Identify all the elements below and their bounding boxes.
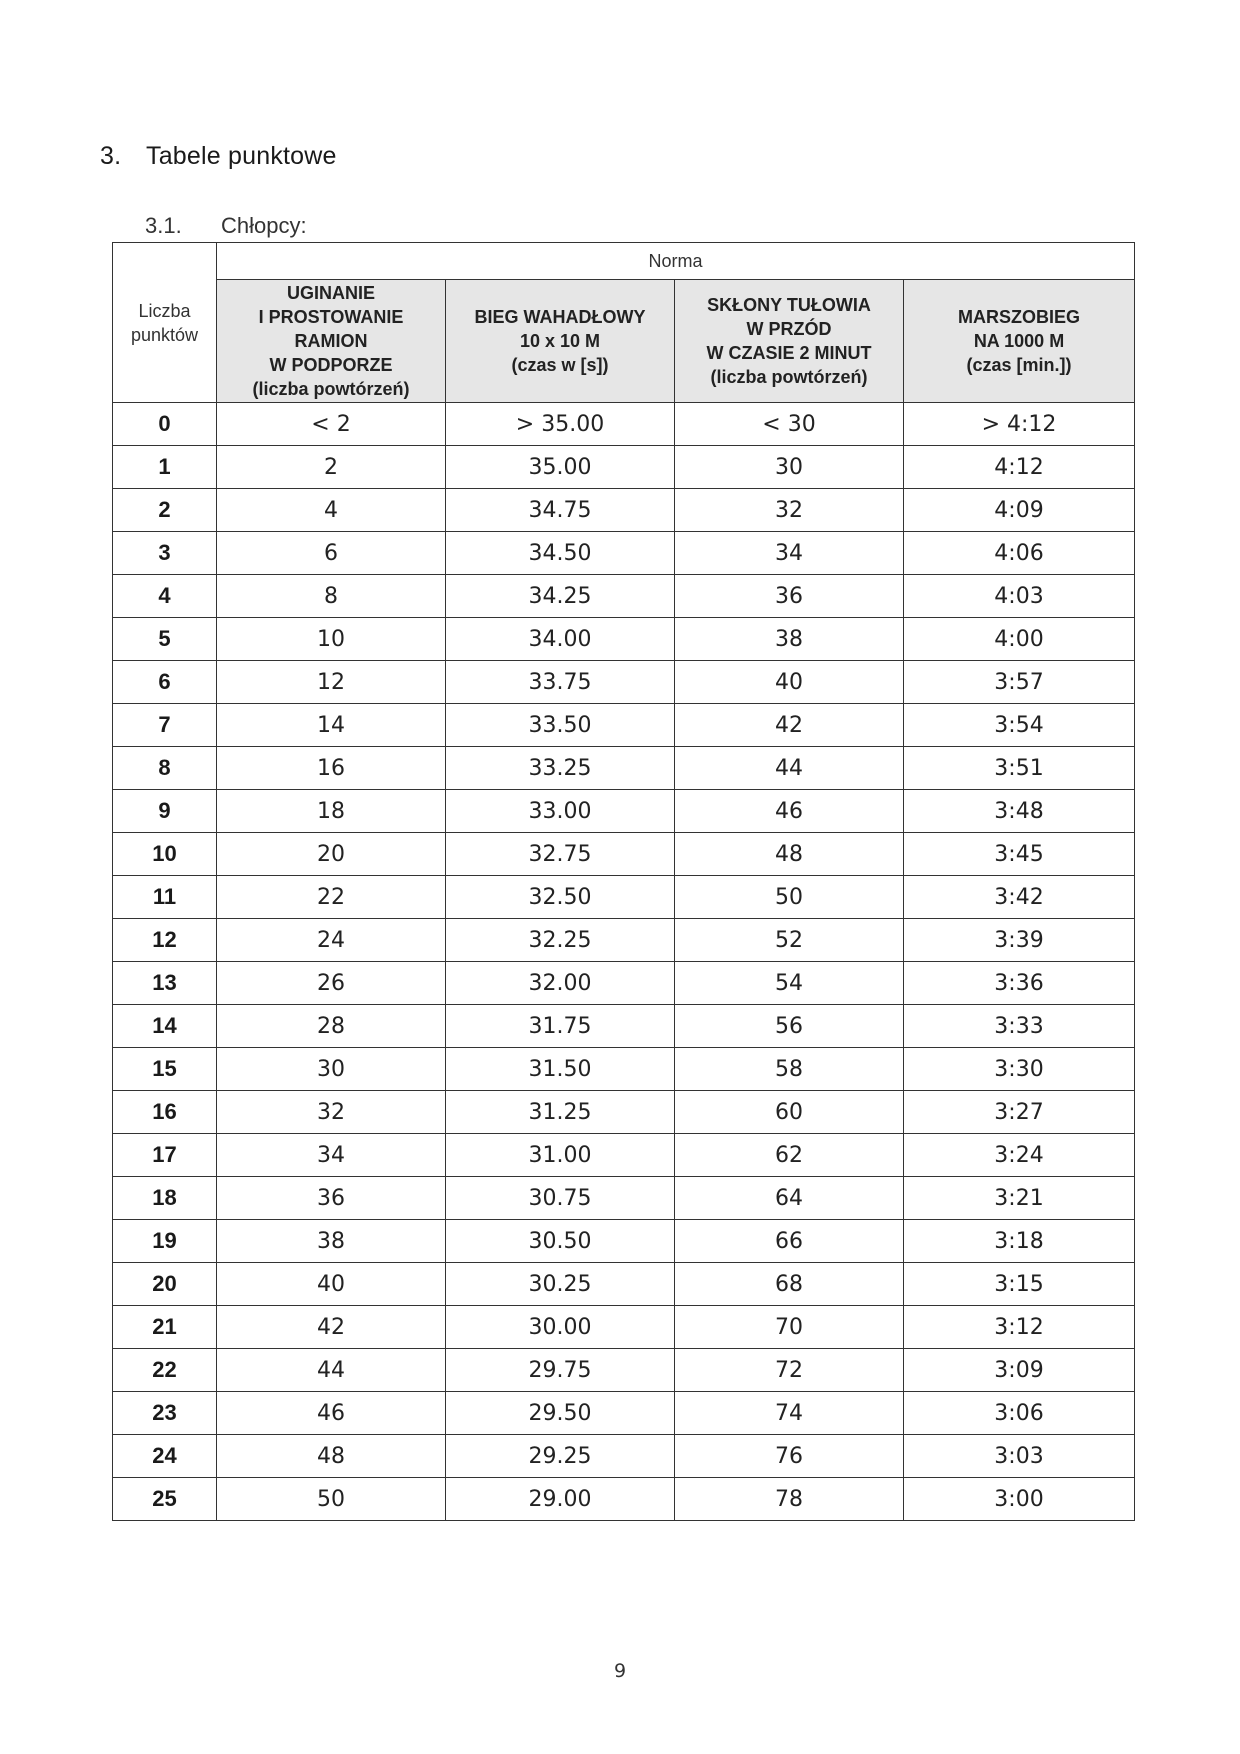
points-cell: 14 bbox=[113, 1005, 217, 1048]
points-cell: 1 bbox=[113, 446, 217, 489]
subsection-heading bbox=[145, 213, 307, 239]
value-cell: 52 bbox=[675, 919, 904, 962]
column-header-line: RAMION bbox=[294, 331, 368, 351]
value-cell: 54 bbox=[675, 962, 904, 1005]
value-cell: 40 bbox=[675, 661, 904, 704]
value-cell: 33.75 bbox=[446, 661, 675, 704]
value-cell: 31.75 bbox=[446, 1005, 675, 1048]
column-header-line: 10 x 10 M bbox=[519, 331, 601, 351]
column-header-line: NA 1000 M bbox=[973, 331, 1065, 351]
value-cell: 36 bbox=[675, 575, 904, 618]
value-cell: 6 bbox=[217, 532, 446, 575]
value-cell: 3:09 bbox=[904, 1349, 1135, 1392]
value-cell: 29.75 bbox=[446, 1349, 675, 1392]
table-row bbox=[113, 403, 1135, 446]
value-cell: 44 bbox=[675, 747, 904, 790]
table-row bbox=[113, 704, 1135, 747]
value-cell: 4:00 bbox=[904, 618, 1135, 661]
value-cell: 50 bbox=[675, 876, 904, 919]
value-cell: 8 bbox=[217, 575, 446, 618]
value-cell: < 2 bbox=[217, 403, 446, 446]
column-header bbox=[446, 280, 675, 403]
value-cell: 29.50 bbox=[446, 1392, 675, 1435]
table-row bbox=[113, 1478, 1135, 1521]
value-cell: 40 bbox=[217, 1263, 446, 1306]
value-cell: 32.00 bbox=[446, 962, 675, 1005]
value-cell: 3:51 bbox=[904, 747, 1135, 790]
value-cell: 3:45 bbox=[904, 833, 1135, 876]
table-row bbox=[113, 1134, 1135, 1177]
table-row bbox=[113, 532, 1135, 575]
column-header-line: BIEG WAHADŁOWY bbox=[474, 307, 646, 327]
value-cell: 20 bbox=[217, 833, 446, 876]
value-cell: 68 bbox=[675, 1263, 904, 1306]
value-cell: 3:24 bbox=[904, 1134, 1135, 1177]
header-norma: Norma bbox=[217, 243, 1135, 280]
points-cell: 21 bbox=[113, 1306, 217, 1349]
value-cell: 3:21 bbox=[904, 1177, 1135, 1220]
value-cell: 33.25 bbox=[446, 747, 675, 790]
points-table-header bbox=[113, 243, 1135, 403]
value-cell: 34 bbox=[217, 1134, 446, 1177]
value-cell: 30.75 bbox=[446, 1177, 675, 1220]
column-header bbox=[217, 280, 446, 403]
value-cell: 3:12 bbox=[904, 1306, 1135, 1349]
value-cell: 34.50 bbox=[446, 532, 675, 575]
value-cell: 32.50 bbox=[446, 876, 675, 919]
column-header bbox=[904, 280, 1135, 403]
points-cell: 13 bbox=[113, 962, 217, 1005]
subsection-title: Chłopcy: bbox=[221, 213, 307, 238]
value-cell: 34 bbox=[675, 532, 904, 575]
table-row bbox=[113, 1005, 1135, 1048]
value-cell: 12 bbox=[217, 661, 446, 704]
value-cell: 3:06 bbox=[904, 1392, 1135, 1435]
points-cell: 22 bbox=[113, 1349, 217, 1392]
table-row bbox=[113, 1091, 1135, 1134]
value-cell: 3:36 bbox=[904, 962, 1135, 1005]
points-cell: 25 bbox=[113, 1478, 217, 1521]
value-cell: 4 bbox=[217, 489, 446, 532]
value-cell: 33.50 bbox=[446, 704, 675, 747]
header-points-line: punktów bbox=[130, 324, 199, 345]
page-number: 9 bbox=[613, 1660, 627, 1682]
points-cell: 10 bbox=[113, 833, 217, 876]
value-cell: 38 bbox=[675, 618, 904, 661]
table-row bbox=[113, 661, 1135, 704]
table-row bbox=[113, 919, 1135, 962]
value-cell: 30.25 bbox=[446, 1263, 675, 1306]
column-header-line: W CZASIE 2 MINUT bbox=[706, 343, 872, 363]
column-header-line: (czas w [s]) bbox=[511, 355, 609, 375]
table-row bbox=[113, 790, 1135, 833]
section-title: Tabele punktowe bbox=[146, 142, 337, 170]
value-cell: 29.00 bbox=[446, 1478, 675, 1521]
points-table bbox=[112, 242, 1135, 1521]
header-points-line: Liczba bbox=[138, 300, 191, 321]
value-cell: 48 bbox=[217, 1435, 446, 1478]
value-cell: 3:57 bbox=[904, 661, 1135, 704]
points-cell: 18 bbox=[113, 1177, 217, 1220]
points-cell: 5 bbox=[113, 618, 217, 661]
value-cell: 32.25 bbox=[446, 919, 675, 962]
table-row bbox=[113, 1048, 1135, 1091]
value-cell: 3:42 bbox=[904, 876, 1135, 919]
value-cell: 46 bbox=[675, 790, 904, 833]
value-cell: 32 bbox=[675, 489, 904, 532]
value-cell: 74 bbox=[675, 1392, 904, 1435]
value-cell: 66 bbox=[675, 1220, 904, 1263]
table-row bbox=[113, 1220, 1135, 1263]
section-heading bbox=[100, 142, 337, 171]
value-cell: 31.25 bbox=[446, 1091, 675, 1134]
value-cell: 3:15 bbox=[904, 1263, 1135, 1306]
value-cell: 4:12 bbox=[904, 446, 1135, 489]
points-cell: 17 bbox=[113, 1134, 217, 1177]
points-cell: 24 bbox=[113, 1435, 217, 1478]
points-cell: 11 bbox=[113, 876, 217, 919]
value-cell: 30.50 bbox=[446, 1220, 675, 1263]
value-cell: 60 bbox=[675, 1091, 904, 1134]
table-row bbox=[113, 747, 1135, 790]
header-points bbox=[113, 243, 217, 403]
value-cell: 29.25 bbox=[446, 1435, 675, 1478]
column-header-line: W PRZÓD bbox=[746, 319, 832, 339]
value-cell: 42 bbox=[217, 1306, 446, 1349]
value-cell: 56 bbox=[675, 1005, 904, 1048]
value-cell: 3:03 bbox=[904, 1435, 1135, 1478]
points-table-body bbox=[113, 403, 1135, 1521]
value-cell: 4:03 bbox=[904, 575, 1135, 618]
table-row bbox=[113, 1392, 1135, 1435]
table-row bbox=[113, 618, 1135, 661]
value-cell: 2 bbox=[217, 446, 446, 489]
value-cell: 48 bbox=[675, 833, 904, 876]
points-cell: 19 bbox=[113, 1220, 217, 1263]
value-cell: 42 bbox=[675, 704, 904, 747]
value-cell: 32 bbox=[217, 1091, 446, 1134]
column-header-line: (liczba powtórzeń) bbox=[252, 379, 410, 399]
section-number: 3. bbox=[100, 142, 122, 170]
points-cell: 12 bbox=[113, 919, 217, 962]
subsection-number: 3.1. bbox=[145, 213, 182, 238]
value-cell: 4:09 bbox=[904, 489, 1135, 532]
column-header-line: SKŁONY TUŁOWIA bbox=[707, 295, 871, 315]
value-cell: 24 bbox=[217, 919, 446, 962]
value-cell: 35.00 bbox=[446, 446, 675, 489]
value-cell: 3:30 bbox=[904, 1048, 1135, 1091]
value-cell: < 30 bbox=[675, 403, 904, 446]
value-cell: 46 bbox=[217, 1392, 446, 1435]
value-cell: 18 bbox=[217, 790, 446, 833]
value-cell: 16 bbox=[217, 747, 446, 790]
points-cell: 16 bbox=[113, 1091, 217, 1134]
points-cell: 9 bbox=[113, 790, 217, 833]
table-row bbox=[113, 1306, 1135, 1349]
value-cell: 3:48 bbox=[904, 790, 1135, 833]
value-cell: 64 bbox=[675, 1177, 904, 1220]
value-cell: 38 bbox=[217, 1220, 446, 1263]
table-row bbox=[113, 575, 1135, 618]
value-cell: 78 bbox=[675, 1478, 904, 1521]
table-row bbox=[113, 1177, 1135, 1220]
points-cell: 0 bbox=[113, 403, 217, 446]
value-cell: 3:39 bbox=[904, 919, 1135, 962]
value-cell: 30.00 bbox=[446, 1306, 675, 1349]
value-cell: 3:33 bbox=[904, 1005, 1135, 1048]
value-cell: 36 bbox=[217, 1177, 446, 1220]
value-cell: 76 bbox=[675, 1435, 904, 1478]
value-cell: 34.75 bbox=[446, 489, 675, 532]
points-cell: 4 bbox=[113, 575, 217, 618]
column-header-line: (czas [min.]) bbox=[966, 355, 1072, 375]
points-cell: 8 bbox=[113, 747, 217, 790]
table-row bbox=[113, 833, 1135, 876]
value-cell: 3:18 bbox=[904, 1220, 1135, 1263]
column-header-line: W PODPORZE bbox=[269, 355, 393, 375]
value-cell: 33.00 bbox=[446, 790, 675, 833]
points-cell: 3 bbox=[113, 532, 217, 575]
table-row bbox=[113, 962, 1135, 1005]
value-cell: 58 bbox=[675, 1048, 904, 1091]
value-cell: 34.00 bbox=[446, 618, 675, 661]
table-row bbox=[113, 876, 1135, 919]
points-cell: 2 bbox=[113, 489, 217, 532]
value-cell: 3:00 bbox=[904, 1478, 1135, 1521]
column-header-line: MARSZOBIEG bbox=[958, 307, 1081, 327]
value-cell: 62 bbox=[675, 1134, 904, 1177]
value-cell: 44 bbox=[217, 1349, 446, 1392]
points-cell: 6 bbox=[113, 661, 217, 704]
value-cell: 28 bbox=[217, 1005, 446, 1048]
value-cell: 70 bbox=[675, 1306, 904, 1349]
value-cell: 22 bbox=[217, 876, 446, 919]
table-row bbox=[113, 446, 1135, 489]
value-cell: 50 bbox=[217, 1478, 446, 1521]
value-cell: 72 bbox=[675, 1349, 904, 1392]
value-cell: 3:54 bbox=[904, 704, 1135, 747]
value-cell: > 4:12 bbox=[904, 403, 1135, 446]
value-cell: 14 bbox=[217, 704, 446, 747]
value-cell: 31.50 bbox=[446, 1048, 675, 1091]
points-cell: 7 bbox=[113, 704, 217, 747]
value-cell: 34.25 bbox=[446, 575, 675, 618]
value-cell: 26 bbox=[217, 962, 446, 1005]
value-cell: 32.75 bbox=[446, 833, 675, 876]
points-cell: 23 bbox=[113, 1392, 217, 1435]
value-cell: 10 bbox=[217, 618, 446, 661]
column-header-line: I PROSTOWANIE bbox=[258, 307, 404, 327]
value-cell: 4:06 bbox=[904, 532, 1135, 575]
table-row bbox=[113, 489, 1135, 532]
column-header-line: UGINANIE bbox=[286, 283, 375, 303]
table-row bbox=[113, 1263, 1135, 1306]
points-cell: 15 bbox=[113, 1048, 217, 1091]
table-row bbox=[113, 1435, 1135, 1478]
value-cell: 30 bbox=[675, 446, 904, 489]
table-row bbox=[113, 1349, 1135, 1392]
column-header bbox=[675, 280, 904, 403]
column-header-line: (liczba powtórzeń) bbox=[710, 367, 868, 387]
value-cell: > 35.00 bbox=[446, 403, 675, 446]
value-cell: 30 bbox=[217, 1048, 446, 1091]
value-cell: 3:27 bbox=[904, 1091, 1135, 1134]
points-cell: 20 bbox=[113, 1263, 217, 1306]
value-cell: 31.00 bbox=[446, 1134, 675, 1177]
